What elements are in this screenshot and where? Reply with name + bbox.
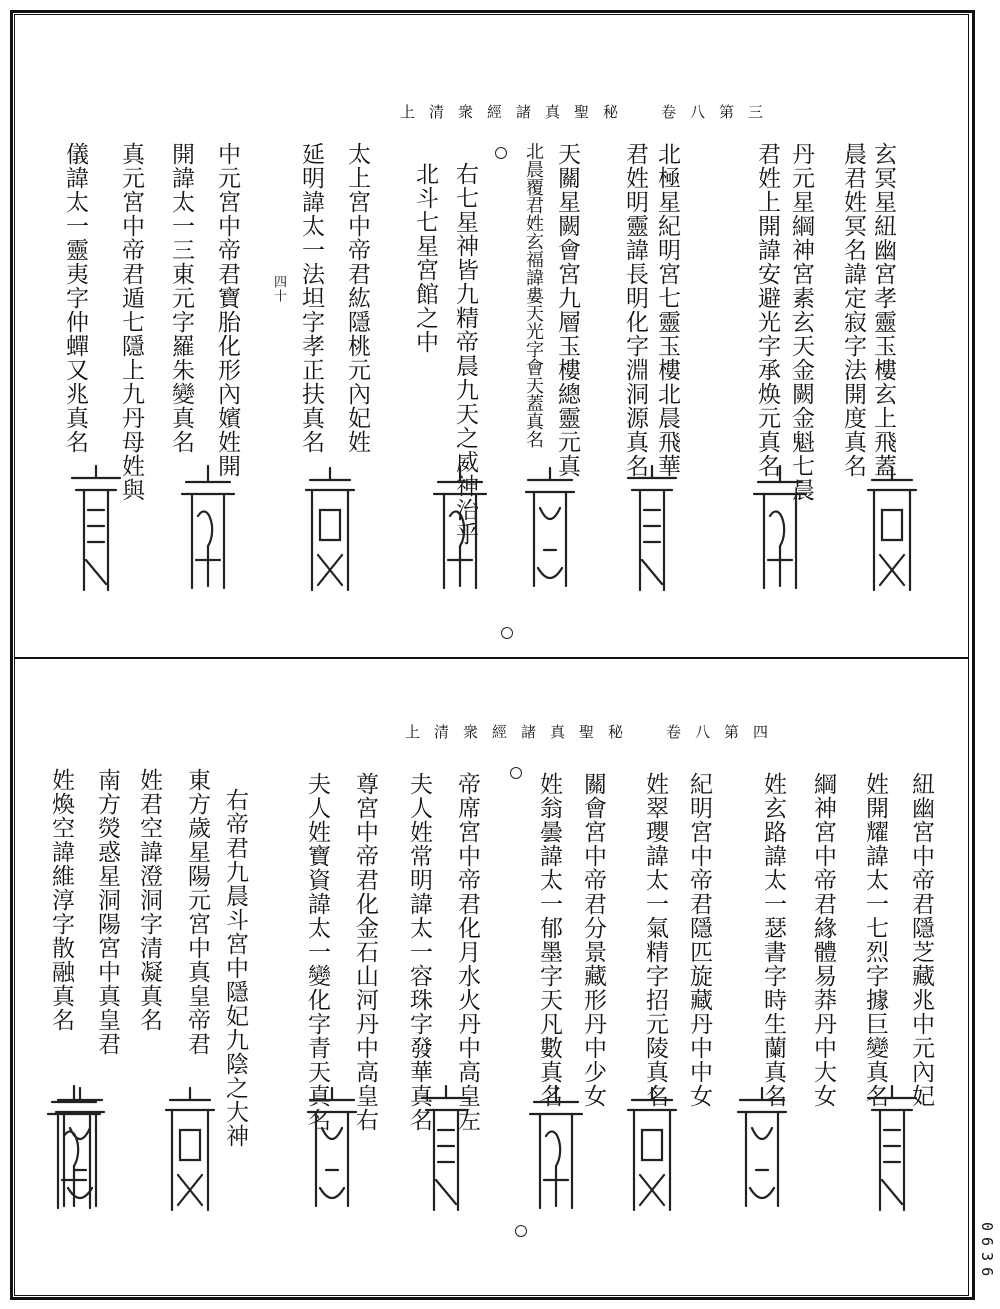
bottom-column-14: 東方歲星陽元宮中真皇帝君 (184, 768, 210, 1056)
top-column-3: 丹元星綱神宮素玄天金闕金魁七晨 (788, 142, 814, 502)
page-number: 0636 (978, 1222, 996, 1283)
bottom-column-9: 帝席宮中帝君化月水火丹中高皇左 (454, 772, 480, 1132)
top-column-14: 開諱太一三東元字羅朱變真名 (168, 142, 194, 454)
top-talisman-seal-icon (290, 460, 370, 605)
top-column-7: 天關星闕會宮九層玉樓總靈元真 (554, 142, 580, 478)
bottom-page-header: 上清衆經諸真聖秘 卷八第四 (405, 723, 783, 741)
bottom-column-2: 姓開耀諱太一七烈字據巨變真名 (862, 772, 888, 1108)
top-page-header: 上清衆經諸真聖秘 卷八第三 (400, 103, 778, 121)
bottom-column-8: 姓翁曇諱太一郁墨字天凡數真名 (536, 772, 562, 1108)
top-talisman-seal-icon (852, 460, 932, 605)
bottom-talisman-seal-icon (292, 1080, 372, 1225)
bottom-talisman-seal-icon (406, 1080, 486, 1225)
top-talisman-seal-icon (420, 460, 500, 605)
top-column-8: 北晨覆君姓玄福諱婁天光字會天蓋真名 (523, 142, 544, 448)
bottom-talisman-seal-icon (516, 1080, 596, 1225)
top-talisman-seal-icon (612, 460, 692, 605)
bottom-column-11: 尊宮中帝君化金石山河丹中高皇右 (352, 772, 378, 1132)
top-column-11: 太上宮中帝君紘隱桃元內妃姓 (344, 142, 370, 454)
top-column-4: 君姓上開諱安避光字承焕元真名 (754, 142, 780, 478)
top-talisman-seal-icon (168, 460, 248, 605)
top-talisman-seal-icon (510, 460, 590, 605)
bottom-column-4: 姓玄路諱太一瑟書字時生蘭真名 (760, 772, 786, 1108)
top-column-1: 玄冥星紐幽宮孝靈玉樓玄上飛蓋 (870, 142, 896, 478)
bottom-column-3: 綱神宮中帝君緣體易莽丹中大女 (810, 772, 836, 1108)
bottom-column-7: 關會宮中帝君分景藏形丹中少女 (580, 772, 606, 1108)
bottom-column-6: 姓翠瓔諱太一氣精字招元陵真名 (642, 772, 668, 1108)
bottom-talisman-seal-icon (722, 1080, 802, 1225)
top-talisman-seal-icon (740, 460, 820, 605)
bottom-column-5: 紀明宮中帝君隱匹旋藏丹中中女 (686, 772, 712, 1108)
bottom-column-12: 夫人姓寶資諱太一變化字青天真名 (304, 772, 330, 1132)
top-column-6: 君姓明靈諱長明化字淵洞源真名 (622, 142, 648, 478)
top-column-15: 真元宮中帝君遁七隱上九丹母姓與 (118, 142, 144, 502)
bottom-talisman-seal-icon (150, 1080, 230, 1225)
bottom-circle-mark-1 (510, 767, 522, 779)
bottom-talisman-seal-icon (40, 1080, 120, 1225)
top-circle-mark-1 (495, 147, 507, 159)
top-column-2: 晨君姓冥名諱定寂字法開度真名 (840, 142, 866, 478)
top-column-13: 中元宮中帝君寶胎化形內嬪姓開 (214, 142, 240, 478)
bottom-column-16: 南方熒惑星洞陽宮中真皇君 (94, 768, 120, 1056)
bottom-column-15: 姓君空諱澄洞字清凝真名 (136, 768, 162, 1032)
bottom-column-1: 紐幽宮中帝君隱芝藏兆中元內妃 (908, 772, 934, 1108)
bottom-column-10: 夫人姓常明諱太一容珠字發華真名 (406, 772, 432, 1132)
top-circle-mark-2 (501, 627, 513, 639)
bottom-circle-mark-2 (515, 1225, 527, 1237)
top-talisman-seal-icon (56, 460, 136, 605)
top-column-9: 右七星神皆九精帝晨九天之威神治乎 (452, 162, 478, 546)
top-marginal-note: 四十 (271, 275, 286, 303)
bottom-talisman-seal-icon (852, 1080, 932, 1225)
top-column-5: 北極星紀明宮七靈玉樓北晨飛華 (654, 142, 680, 478)
top-column-12: 延明諱太一法坦字孝正扶真名 (298, 142, 324, 454)
bottom-column-13: 右帝君九晨斗宮中隱妃九陰之大神 (222, 788, 248, 1148)
bottom-talisman-seal-icon (612, 1080, 692, 1225)
bottom-column-17: 姓煥空諱維淳字散融真名 (48, 768, 74, 1032)
top-column-10: 北斗七星宮館之中 (412, 162, 438, 354)
top-column-16: 儀諱太一靈夷字仲蟬又兆真名 (62, 142, 88, 454)
